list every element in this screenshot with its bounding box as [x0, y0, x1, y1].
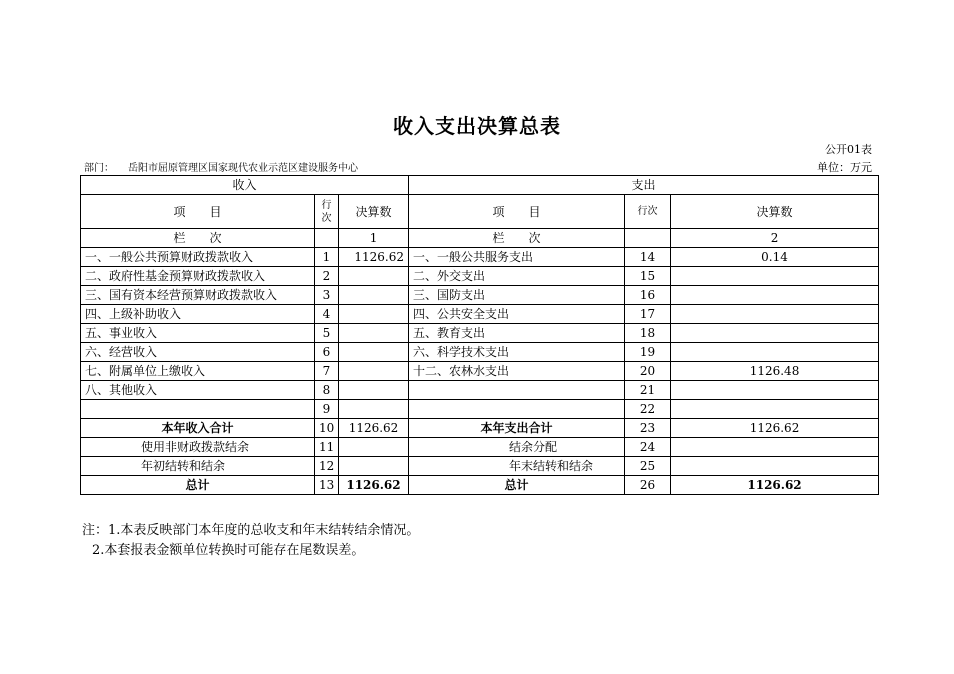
table-row [81, 400, 879, 419]
income-item: 三、国有资本经营预算财政拨款收入 [81, 286, 315, 305]
footnote-2: 2.本套报表金额单位转换时可能存在尾数误差。 [92, 543, 365, 558]
table-row [81, 305, 879, 324]
income-item: 六、经营收入 [81, 343, 315, 362]
expense-amount [671, 286, 879, 305]
table-header-row [81, 176, 879, 195]
table-row [81, 362, 879, 381]
expense-col-number: 2 [671, 229, 879, 248]
department-name: 岳阳市屈原管理区国家现代农业示范区建设服务中心 [128, 163, 358, 174]
table-row [81, 381, 879, 400]
expense-item: 十二、农林水支出 [409, 362, 625, 381]
expense-line-no: 19 [625, 343, 671, 362]
income-item: 二、政府性基金预算财政拨款收入 [81, 267, 315, 286]
expense-col-blank [625, 229, 671, 248]
income-item: 年初结转和结余 [81, 457, 315, 476]
expense-header: 支出 [409, 176, 879, 195]
expense-col-label: 栏 次 [409, 229, 625, 248]
table-row [81, 457, 879, 476]
total-row [81, 476, 879, 495]
expense-amount [671, 457, 879, 476]
expense-amount [671, 305, 879, 324]
expense-item: 二、外交支出 [409, 267, 625, 286]
expense-line-no: 26 [625, 476, 671, 495]
footnotes [82, 521, 419, 561]
expense-line-no: 14 [625, 248, 671, 267]
income-line-no: 9 [315, 400, 339, 419]
expense-line-no: 25 [625, 457, 671, 476]
expense-amount-header: 决算数 [671, 195, 879, 229]
income-amount [339, 362, 409, 381]
expense-item: 结余分配 [409, 438, 625, 457]
expense-item [409, 400, 625, 419]
income-col-number: 1 [339, 229, 409, 248]
budget-table [80, 175, 879, 495]
department-label: 部门： [84, 163, 114, 174]
income-item: 总计 [81, 476, 315, 495]
expense-item: 五、教育支出 [409, 324, 625, 343]
expense-item: 本年支出合计 [409, 419, 625, 438]
unit-label: 单位：万元 [817, 161, 872, 174]
column-index-row [81, 229, 879, 248]
income-item: 一、一般公共预算财政拨款收入 [81, 248, 315, 267]
page-title: 收入支出决算总表 [393, 114, 561, 138]
footnote-1: 注：1.本表反映部门本年度的总收支和年末结转结余情况。 [82, 523, 420, 538]
income-item: 五、事业收入 [81, 324, 315, 343]
income-line-no: 2 [315, 267, 339, 286]
expense-amount [671, 438, 879, 457]
income-amount [339, 267, 409, 286]
expense-item: 总计 [409, 476, 625, 495]
expense-item: 六、科学技术支出 [409, 343, 625, 362]
income-amount [339, 305, 409, 324]
expense-line-no: 16 [625, 286, 671, 305]
department-line [84, 159, 358, 174]
income-col-label: 栏 次 [81, 229, 315, 248]
income-item: 八、其他收入 [81, 381, 315, 400]
table-row [81, 438, 879, 457]
expense-amount: 1126.62 [671, 419, 879, 438]
income-amount [339, 457, 409, 476]
income-amount-header: 决算数 [339, 195, 409, 229]
expense-item-header: 项 目 [409, 195, 625, 229]
income-line-header: 行次 [315, 195, 339, 229]
income-amount [339, 343, 409, 362]
income-amount: 1126.62 [339, 419, 409, 438]
expense-line-no: 17 [625, 305, 671, 324]
income-item: 七、附属单位上缴收入 [81, 362, 315, 381]
income-item: 四、上级补助收入 [81, 305, 315, 324]
income-amount [339, 438, 409, 457]
expense-item: 年末结转和结余 [409, 457, 625, 476]
expense-line-header: 行次 [625, 195, 671, 229]
income-amount: 1126.62 [339, 476, 409, 495]
table-row [81, 343, 879, 362]
expense-item: 三、国防支出 [409, 286, 625, 305]
income-header: 收入 [81, 176, 409, 195]
expense-line-no: 22 [625, 400, 671, 419]
income-line-no: 4 [315, 305, 339, 324]
expense-line-no: 21 [625, 381, 671, 400]
income-amount [339, 381, 409, 400]
income-line-no: 3 [315, 286, 339, 305]
income-col-blank [315, 229, 339, 248]
income-line-no: 5 [315, 324, 339, 343]
expense-item: 四、公共安全支出 [409, 305, 625, 324]
subtotal-row [81, 419, 879, 438]
income-item: 本年收入合计 [81, 419, 315, 438]
income-amount [339, 324, 409, 343]
expense-line-no: 18 [625, 324, 671, 343]
column-header-row [81, 195, 879, 229]
expense-line-no: 24 [625, 438, 671, 457]
income-line-no: 12 [315, 457, 339, 476]
income-line-no: 8 [315, 381, 339, 400]
table-row [81, 324, 879, 343]
expense-line-no: 15 [625, 267, 671, 286]
expense-amount: 1126.62 [671, 476, 879, 495]
income-amount [339, 400, 409, 419]
income-item [81, 400, 315, 419]
table-row [81, 286, 879, 305]
expense-line-no: 20 [625, 362, 671, 381]
income-line-no: 10 [315, 419, 339, 438]
table-row [81, 248, 879, 267]
expense-amount: 1126.48 [671, 362, 879, 381]
income-item: 使用非财政拨款结余 [81, 438, 315, 457]
income-line-no: 7 [315, 362, 339, 381]
income-amount: 1126.62 [339, 248, 409, 267]
form-number: 公开01表 [825, 143, 872, 156]
expense-amount [671, 324, 879, 343]
expense-item: 一、一般公共服务支出 [409, 248, 625, 267]
income-line-no: 13 [315, 476, 339, 495]
expense-amount [671, 267, 879, 286]
income-line-no: 1 [315, 248, 339, 267]
income-line-no: 11 [315, 438, 339, 457]
expense-amount [671, 343, 879, 362]
expense-amount [671, 381, 879, 400]
income-item-header: 项 目 [81, 195, 315, 229]
expense-item [409, 381, 625, 400]
table-row [81, 267, 879, 286]
income-amount [339, 286, 409, 305]
expense-amount: 0.14 [671, 248, 879, 267]
income-line-no: 6 [315, 343, 339, 362]
expense-amount [671, 400, 879, 419]
expense-line-no: 23 [625, 419, 671, 438]
